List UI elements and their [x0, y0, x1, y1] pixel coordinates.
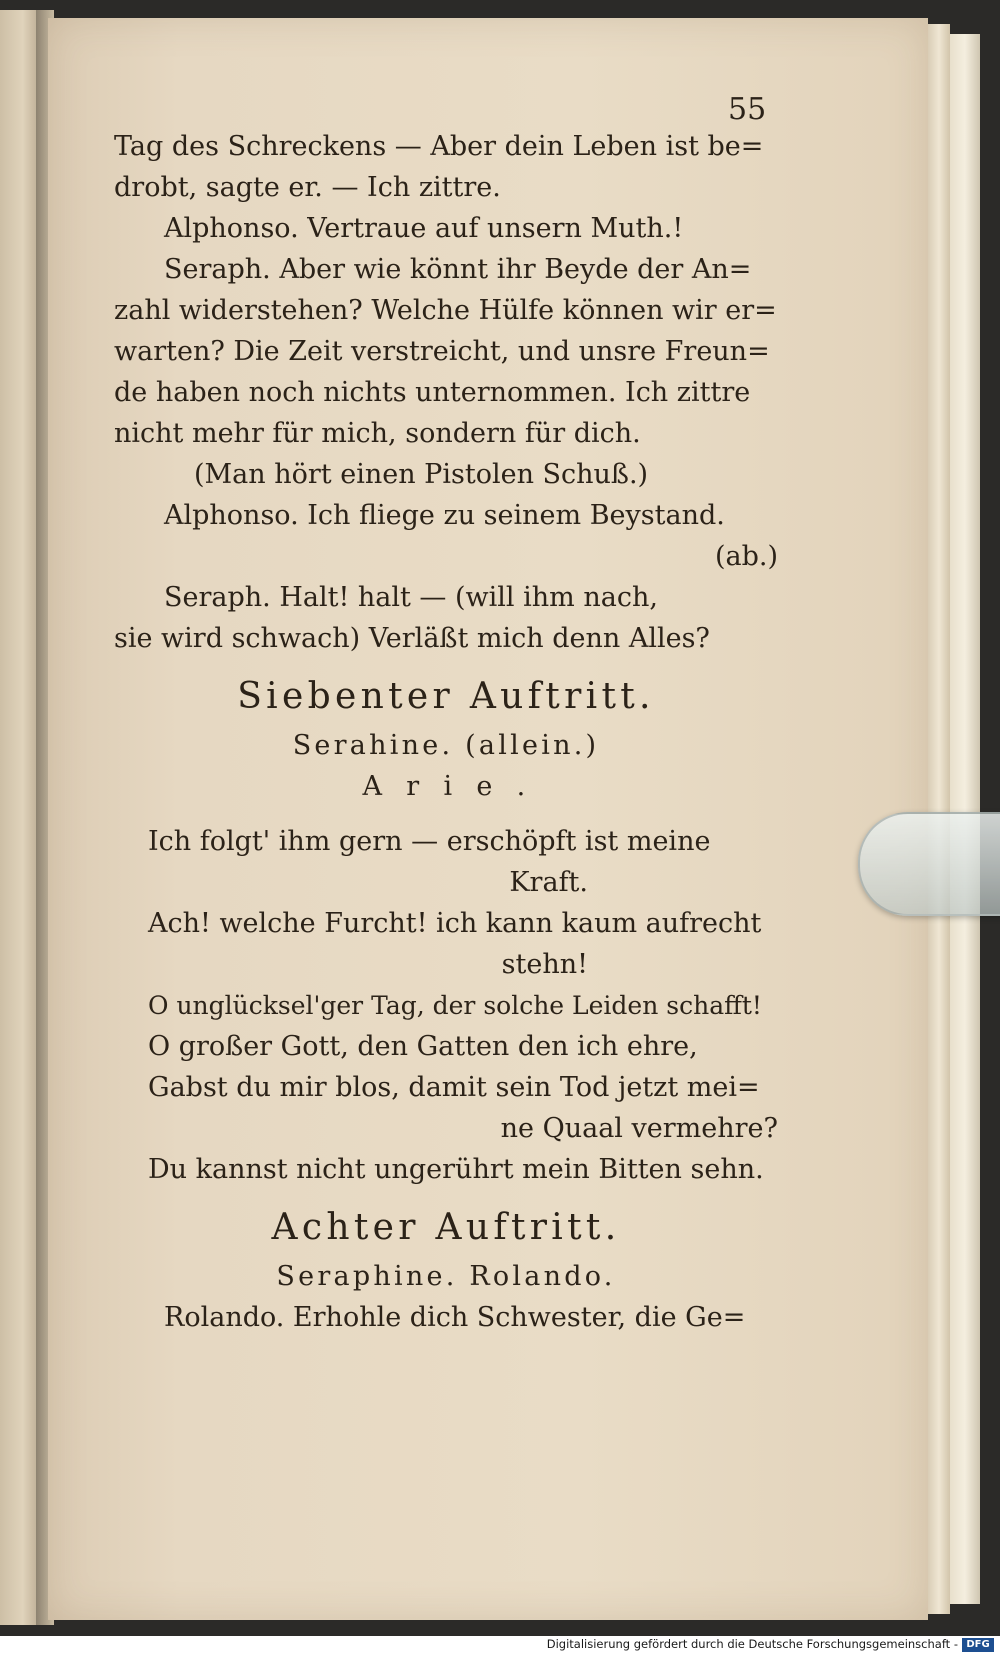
verse-line: Du kannst nicht ungerührt mein Bitten sehn.: [148, 1154, 764, 1185]
scene-characters: Serahine. (allein.): [292, 730, 600, 761]
verse-line: Ach! welche Furcht! ich kann kaum aufrecht: [148, 908, 762, 939]
aria-title: Arie.: [362, 771, 550, 802]
page-clip: [858, 812, 1000, 916]
verse-line: O großer Gott, den Gatten den ich ehre,: [148, 1031, 698, 1062]
stage-direction: (Man hört einen Pistolen Schuß.): [194, 459, 649, 490]
text-line: Tag des Schreckens — Aber dein Leben ist be=: [114, 131, 764, 162]
dfg-logo: DFG: [962, 1638, 994, 1652]
speaker-line: Seraph. Halt! halt — (will ihm nach,: [164, 582, 658, 613]
speaker-line: Rolando. Erhohle dich Schwester, die Ge=: [164, 1302, 746, 1333]
scene-heading: Achter Auftritt.: [271, 1207, 621, 1248]
scene-characters: Seraphine. Rolando.: [276, 1261, 616, 1292]
text-line: sie wird schwach) Verläßt mich denn Alles?: [114, 623, 710, 654]
stage-direction: (ab.): [714, 541, 778, 572]
verse-line: Ich folgt' ihm gern — erschöpft ist meine: [148, 826, 711, 857]
speaker-line: Alphonso. Ich fliege zu seinem Beystand.: [164, 500, 725, 531]
left-page-edge: [0, 10, 38, 1625]
verse-line: O unglücksel'ger Tag, der solche Leiden schafft!: [148, 991, 762, 1020]
verse-line: Gabst du mir blos, damit sein Tod jetzt mei=: [148, 1072, 760, 1103]
page-text: [114, 86, 778, 1338]
scene-heading: Siebenter Auftritt.: [237, 676, 655, 717]
page-number: 55: [728, 92, 767, 127]
text-line: nicht mehr für mich, sondern für dich.: [114, 418, 641, 449]
text-line: zahl widerstehen? Welche Hülfe können wir er=: [114, 295, 777, 326]
text-line: de haben noch nichts unternommen. Ich zittre: [114, 377, 751, 408]
verse-line-continuation: ne Quaal vermehre?: [500, 1113, 778, 1144]
verse-line-continuation: Kraft.: [509, 867, 588, 898]
text-line: drobt, sagte er. — Ich zittre.: [114, 172, 501, 203]
text-line: warten? Die Zeit verstreicht, und unsre Freun=: [114, 336, 770, 367]
verse-line-continuation: stehn!: [501, 949, 588, 980]
speaker-line: Seraph. Aber wie könnt ihr Beyde der An=: [164, 254, 752, 285]
funding-notice: Digitalisierung gefördert durch die Deutsche Forschungsgemeinschaft -: [546, 1637, 958, 1651]
speaker-line: Alphonso. Vertraue auf unsern Muth.!: [164, 213, 684, 244]
